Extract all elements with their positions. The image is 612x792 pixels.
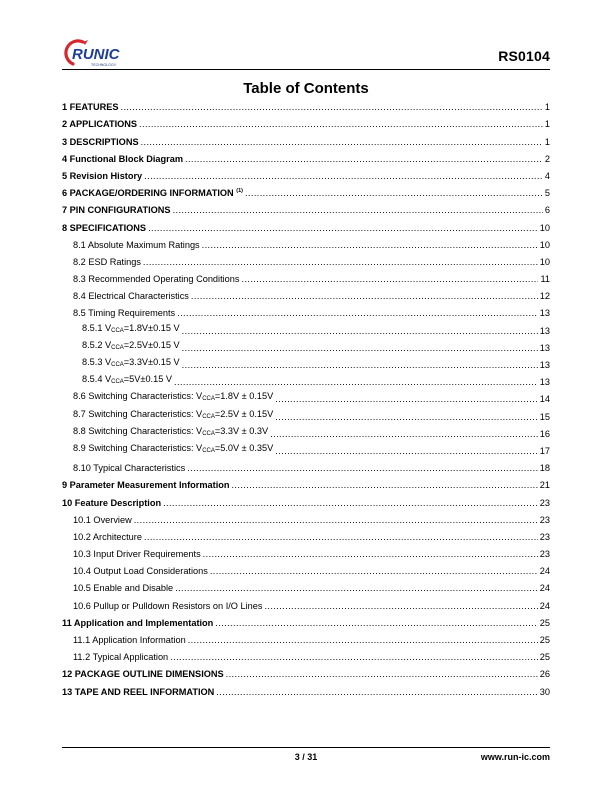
toc-entry[interactable] [62, 594, 550, 611]
toc-entry[interactable] [62, 130, 550, 147]
toc-entry-label: 8.9 Switching Characteristics: VCCA=5.0V ± 0.35V [73, 442, 274, 454]
toc-dot-leader [191, 291, 538, 302]
toc-entry[interactable] [62, 199, 550, 216]
toc-entry[interactable] [62, 646, 550, 663]
logo-tagline: TECHNOLOGY [91, 63, 117, 67]
toc-entry[interactable] [62, 319, 550, 336]
toc-entry[interactable] [62, 182, 550, 199]
toc-entry-label: 7 PIN CONFIGURATIONS [62, 205, 171, 216]
toc-page-number: 24 [539, 566, 550, 577]
toc-entry-label: 6 PACKAGE/ORDERING INFORMATION $^{(1)}$ [62, 188, 243, 199]
toc-entry[interactable] [62, 663, 550, 680]
toc-entry[interactable] [62, 526, 550, 543]
toc-page-number: 26 [539, 669, 550, 680]
toc-entry[interactable] [62, 234, 550, 251]
toc-entry-label: 8.5.4 VCCA=5V±0.15 V [82, 374, 173, 386]
toc-dot-leader [187, 463, 538, 474]
toc-page-number: 13 [539, 342, 550, 353]
toc-entry-label: 10.2 Architecture [73, 531, 142, 542]
toc-entry[interactable] [62, 629, 550, 646]
runic-logo-mark [64, 38, 140, 68]
toc-entry[interactable] [62, 474, 550, 491]
logo-wordmark: RUNIC [72, 46, 120, 63]
toc-dot-leader [144, 171, 543, 182]
toc-entry-label: 10.1 Overview [73, 514, 132, 525]
toc-dot-leader [182, 326, 538, 337]
toc-entry[interactable] [62, 457, 550, 474]
toc-page-number: 1 [544, 136, 550, 147]
toc-dot-leader [139, 119, 543, 130]
toc-dot-leader [215, 618, 537, 629]
document-id: RS0104 [498, 48, 550, 64]
table-of-contents [62, 96, 550, 698]
page-title: Table of Contents [243, 80, 369, 97]
toc-dot-leader [226, 669, 538, 680]
toc-entry[interactable] [62, 543, 550, 560]
toc-entry[interactable] [62, 680, 550, 697]
toc-page-number: 11 [540, 274, 550, 285]
toc-dot-leader [170, 652, 538, 663]
toc-dot-leader [148, 223, 538, 234]
toc-entry-label: 10.4 Output Load Considerations [73, 566, 208, 577]
toc-page-number: 23 [539, 549, 550, 560]
toc-entry-label: 8.2 ESD Ratings [73, 256, 141, 267]
toc-entry-label: 8.8 Switching Characteristics: VCCA=3.3V ± 0.3V [73, 425, 269, 437]
toc-entry[interactable] [62, 216, 550, 233]
toc-entry[interactable] [62, 388, 550, 405]
toc-page-number: 10 [539, 239, 550, 250]
toc-page-number: 16 [539, 428, 550, 439]
toc-entry-label: 11.1 Application Information [73, 635, 186, 645]
toc-page-number: 13 [539, 377, 550, 388]
toc-entry[interactable] [62, 371, 550, 388]
toc-dot-leader [143, 257, 538, 268]
toc-entry[interactable] [62, 337, 550, 354]
toc-entry-label: 1 FEATURES [62, 102, 119, 113]
website-link[interactable]: www.run-ic.com [480, 752, 550, 762]
toc-dot-leader [231, 480, 537, 491]
toc-entry-label: 10 Feature Description [62, 497, 162, 508]
toc-entry-label: 8.5.3 VCCA=3.3V±0.15 V [82, 357, 180, 368]
toc-page-number: 1 [544, 102, 550, 113]
toc-entry-label: 8.1 Absolute Maximum Ratings [73, 239, 200, 250]
toc-entry-label: 10.6 Pullup or Pulldown Resistors on I/O Lines [73, 600, 263, 611]
toc-entry[interactable] [62, 612, 550, 629]
toc-page-number: 23 [539, 514, 550, 525]
toc-dot-leader [175, 583, 538, 594]
toc-dot-leader [163, 498, 538, 509]
toc-entry[interactable] [62, 268, 550, 285]
toc-entry-label: 8.3 Recommended Operating Conditions [73, 274, 240, 285]
toc-dot-leader [210, 566, 538, 577]
page-number: 3 / 31 [294, 752, 318, 762]
toc-dot-leader [202, 240, 538, 251]
toc-page-number: 10 [539, 256, 550, 267]
toc-dot-leader [144, 532, 538, 543]
toc-entry-label: 4 Functional Block Diagram [62, 153, 183, 164]
toc-page-number: 12 [539, 291, 550, 302]
toc-entry-label: 8.5 Timing Requirements [73, 308, 176, 319]
toc-entry-label: 8.4 Electrical Characteristics [73, 291, 189, 302]
toc-page-number: 10 [539, 222, 550, 233]
toc-entry-label: 8.7 Switching Characteristics: VCCA=2.5V ± 0.15V [73, 408, 274, 420]
toc-entry[interactable] [62, 165, 550, 182]
toc-dot-leader [216, 687, 537, 698]
toc-dot-leader [270, 429, 538, 440]
toc-entry-label: 8.5.2 VCCA=2.5V±0.15 V [82, 339, 180, 351]
toc-page-number: 6 [544, 205, 550, 216]
header-divider [62, 69, 550, 70]
toc-entry[interactable] [62, 491, 550, 508]
toc-dot-leader [185, 154, 543, 165]
toc-page-number: 14 [539, 394, 550, 405]
toc-entry[interactable] [62, 113, 550, 130]
toc-entry[interactable] [62, 440, 550, 457]
toc-dot-leader [245, 188, 543, 199]
toc-page-number: 30 [539, 686, 550, 697]
toc-dot-leader [242, 274, 539, 285]
toc-dot-leader [177, 308, 538, 319]
toc-dot-leader [275, 412, 537, 423]
toc-page-number: 25 [539, 652, 550, 663]
toc-entry-label: 9 Parameter Measurement Information [62, 480, 230, 491]
toc-dot-leader [188, 635, 538, 646]
toc-page-number: 25 [539, 617, 550, 628]
toc-dot-leader [275, 446, 537, 457]
toc-page-number: 21 [539, 480, 550, 491]
toc-dot-leader [141, 137, 543, 148]
toc-entry[interactable] [62, 251, 550, 268]
toc-page-number: 13 [539, 308, 550, 319]
toc-entry[interactable] [62, 96, 550, 113]
toc-page-number: 2 [544, 153, 550, 164]
footer-divider [62, 747, 550, 748]
toc-page-number: 1 [544, 119, 550, 130]
toc-entry[interactable] [62, 302, 550, 319]
toc-page-number: 15 [539, 411, 550, 422]
toc-dot-leader [275, 394, 537, 405]
toc-entry[interactable] [62, 577, 550, 594]
toc-page-number: 13 [539, 360, 550, 370]
toc-entry[interactable] [62, 560, 550, 577]
toc-dot-leader [121, 102, 543, 113]
toc-page-number: 5 [544, 188, 550, 199]
toc-entry-label: 13 TAPE AND REEL INFORMATION [62, 686, 215, 697]
toc-entry-label: 8.10 Typical Characteristics [73, 463, 186, 474]
runic-logo [64, 38, 140, 68]
toc-page-number: 18 [539, 463, 550, 474]
toc-entry-label: 5 Revision History [62, 170, 143, 181]
toc-entry-label: 8.6 Switching Characteristics: VCCA=1.8V ± 0.15V [73, 391, 274, 403]
toc-dot-leader [182, 343, 538, 354]
toc-entry[interactable] [62, 405, 550, 422]
toc-entry[interactable] [62, 148, 550, 165]
toc-entry-label: 3 DESCRIPTIONS [62, 136, 139, 147]
toc-page-number: 25 [539, 635, 550, 645]
toc-entry-label: 8.5.1 VCCA=1.8V±0.15 V [82, 322, 180, 334]
toc-dot-leader [174, 377, 538, 388]
toc-entry-label: 10.3 Input Driver Requirements [73, 549, 201, 560]
toc-dot-leader [173, 205, 543, 216]
toc-page-number: 4 [544, 170, 550, 181]
toc-page-number: 24 [539, 600, 550, 611]
toc-dot-leader [134, 515, 538, 526]
toc-entry-label: 8 SPECIFICATIONS [62, 222, 147, 233]
toc-entry[interactable] [62, 423, 550, 440]
toc-entry-label: 11 Application and Implementation [62, 617, 214, 628]
toc-entry-label: 10.5 Enable and Disable [73, 583, 174, 594]
toc-entry-label: 2 APPLICATIONS [62, 119, 138, 130]
toc-page-number: 24 [539, 583, 550, 594]
toc-page-number: 13 [539, 325, 550, 336]
toc-entry-label: 12 PACKAGE OUTLINE DIMENSIONS [62, 669, 224, 680]
toc-entry[interactable] [62, 285, 550, 302]
toc-entry[interactable] [62, 354, 550, 371]
toc-page-number: 23 [539, 531, 550, 542]
toc-entry[interactable] [62, 509, 550, 526]
toc-dot-leader [182, 360, 538, 371]
toc-entry-label: 11.2 Typical Application [73, 652, 169, 663]
toc-page-number: 23 [539, 497, 550, 508]
toc-page-number: 17 [539, 445, 550, 456]
toc-dot-leader [264, 601, 537, 612]
toc-dot-leader [203, 549, 538, 560]
